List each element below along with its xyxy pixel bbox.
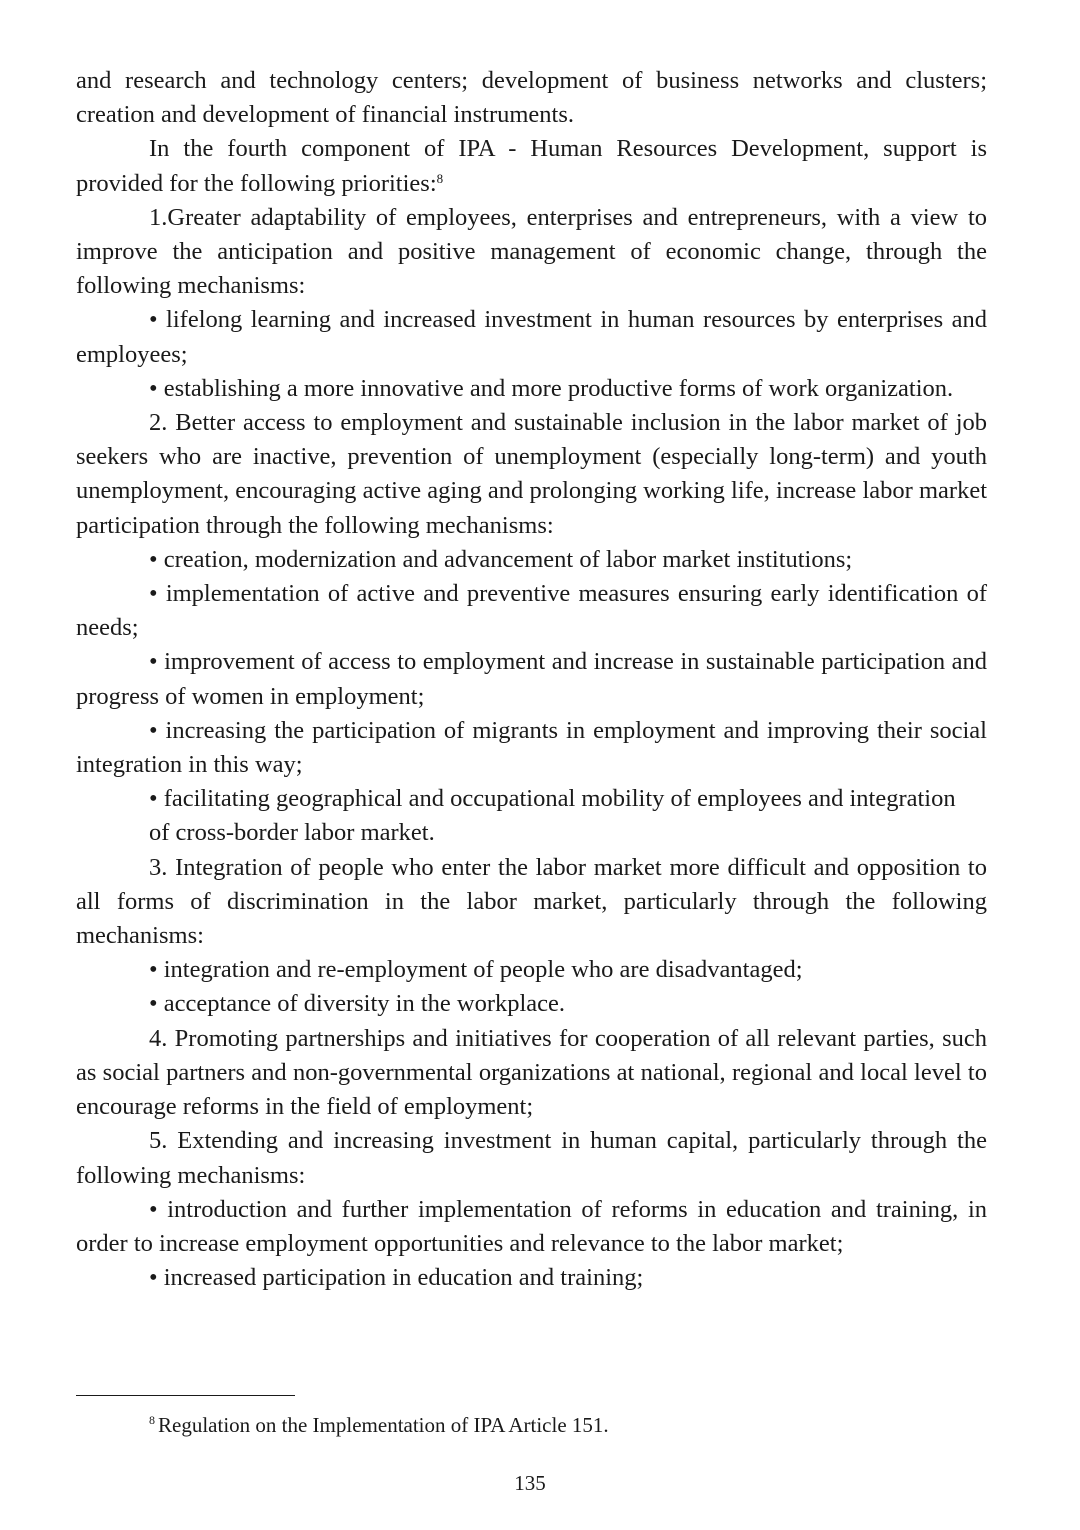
priority-2-bullet-3: • improvement of access to employment and increase in sustainable participation and progress of women in employment; [76, 648, 987, 710]
footnote-marker: 8 [149, 1413, 155, 1427]
priority-5: 5. Extending and increasing investment in human capital, particularly through the following mechanisms: [76, 1127, 987, 1189]
priority-2-bullet-2: • implementation of active and preventive measures ensuring early identification of needs; [76, 580, 987, 642]
priority-3-bullet-2: • acceptance of diversity in the workplace. [149, 990, 566, 1018]
paragraph-ipa-intro-text: In the fourth component of IPA - Human Resources Development, support is provided for the following priorities: [76, 135, 987, 197]
priority-1: 1.Greater adaptability of employees, enterprises and entrepreneurs, with a view to improve the anticipation and positive management of economic change, through the following mechanisms: [76, 203, 987, 300]
footnote-text: Regulation on the Implementation of IPA Article 151. [158, 1413, 609, 1437]
priority-5-bullet-2: • increased participation in education and training; [149, 1264, 644, 1292]
priority-1-bullet-1: • lifelong learning and increased investment in human resources by enterprises and employees; [76, 306, 987, 368]
paragraph-ipa-intro [76, 132, 987, 200]
priority-4: 4. Promoting partnerships and initiatives for cooperation of all relevant parties, such as social partners and non-governmental organizations at national, regional and local level to encourage reforms in the field of employment; [76, 1024, 987, 1121]
priority-2-bullet-1: • creation, modernization and advancement of labor market institutions; [149, 545, 853, 573]
priority-3: 3. Integration of people who enter the labor market more difficult and opposition to all forms of discrimination in the labor market, particularly through the following mechanisms: [76, 853, 987, 950]
priority-2-bullet-5-continuation: of cross-border labor market. [149, 819, 435, 847]
paragraph-continuation: and research and technology centers; development of business networks and clusters; creation and development of financial instruments. [76, 67, 987, 129]
footnote-divider [76, 1395, 295, 1396]
priority-5-bullet-1: • introduction and further implementation of reforms in education and training, in order to increase employment opportunities and relevance to the labor market; [76, 1195, 987, 1257]
footnote-reference[interactable]: 8 [436, 170, 444, 186]
priority-2-bullet-4: • increasing the participation of migrants in employment and improving their social integration in this way; [76, 716, 987, 779]
page-number: 135 [514, 1471, 546, 1495]
priority-3-bullet-1: • integration and re-employment of people who are disadvantaged; [149, 956, 803, 984]
page-body [76, 64, 987, 1295]
priority-1-bullet-2: • establishing a more innovative and more productive forms of work organization. [149, 374, 954, 402]
footnote [149, 1410, 609, 1440]
priority-2-bullet-5: • facilitating geographical and occupational mobility of employees and integration [149, 785, 956, 813]
priority-2: 2. Better access to employment and sustainable inclusion in the labor market of job seekers who are inactive, prevention of unemployment (especially long-term) and youth unemployment, encouraging active aging and prolonging working life, increase labor market participation through the following mechanisms: [76, 409, 987, 539]
